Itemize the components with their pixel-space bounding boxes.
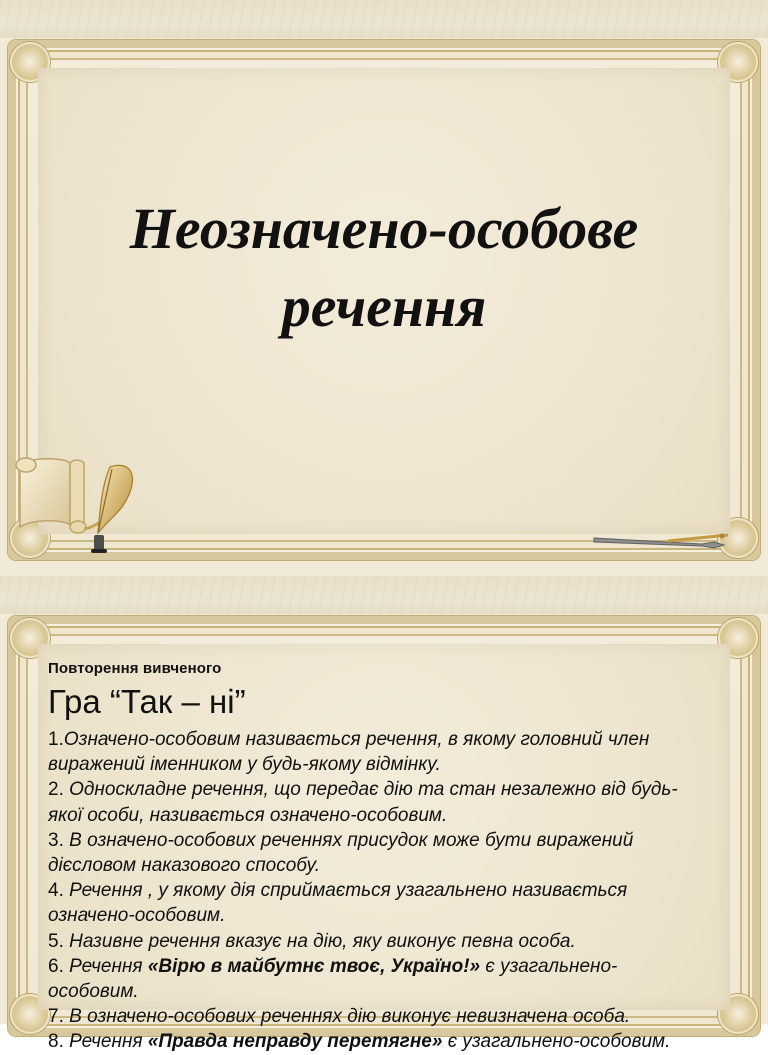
statement-text: В означено-особових реченнях присудок може бути виражений дієсловом наказового способу. — [48, 829, 634, 877]
statement-text: В означено-особових реченнях дію виконує невизначена особа. — [69, 1006, 631, 1028]
statement-item — [48, 1029, 698, 1054]
statement-number: 6. — [48, 955, 64, 977]
section-title: Гра “Так – ні” — [48, 683, 246, 720]
statement-text-before: Речення — [69, 1031, 148, 1053]
title-line-2: речення — [281, 274, 487, 339]
statement-list — [48, 727, 698, 1055]
statement-item — [48, 828, 698, 878]
statement-text-after: є узагальнено-особовим. — [48, 955, 618, 1003]
review-slide — [0, 576, 768, 1053]
title-line-1: Неозначено-особове — [129, 196, 639, 261]
statement-text: Речення , у якому дія сприймається узагальнено називається означено-особовим. — [48, 880, 628, 927]
fountain-pen-icon — [590, 530, 730, 552]
slide-title — [60, 190, 708, 346]
statement-text-after: є узагальнено-особовим. — [442, 1031, 671, 1053]
statement-text: Односкладне речення, що передає дію та стан незалежно від будь-якої особи, називається означено-особовим. — [48, 779, 678, 826]
statement-text-before: Речення — [69, 955, 148, 977]
statement-number: 5. — [48, 930, 64, 952]
statement-item — [48, 954, 698, 1004]
statement-quote: «Правда неправду перетягне» — [147, 1031, 443, 1053]
statement-text: Означено-особовим називається речення, в якому головний член виражений іменником у будь-якому відмінку. — [48, 729, 650, 776]
statement-item — [48, 929, 698, 954]
statement-number: 3. — [48, 829, 64, 851]
statement-number: 4. — [48, 880, 64, 902]
statement-item — [48, 727, 698, 777]
section-subtitle: Повторення вивченого — [48, 660, 222, 677]
statement-number: 1. — [48, 729, 64, 750]
statement-text: Називне речення вказує на дію, яку виконує певна особа. — [69, 930, 576, 952]
statement-number: 2. — [48, 779, 64, 801]
scroll-and-quill-icon — [12, 447, 132, 555]
statement-item — [48, 1004, 698, 1029]
manuscript-header-strip — [0, 0, 768, 38]
statement-item — [48, 878, 698, 928]
statement-item — [48, 777, 698, 827]
manuscript-header-strip — [0, 576, 768, 614]
statement-number: 8. — [48, 1031, 64, 1053]
statement-number: 7. — [48, 1006, 64, 1028]
statement-quote: «Вірю в майбутнє твоє, Україно!» — [147, 955, 481, 977]
